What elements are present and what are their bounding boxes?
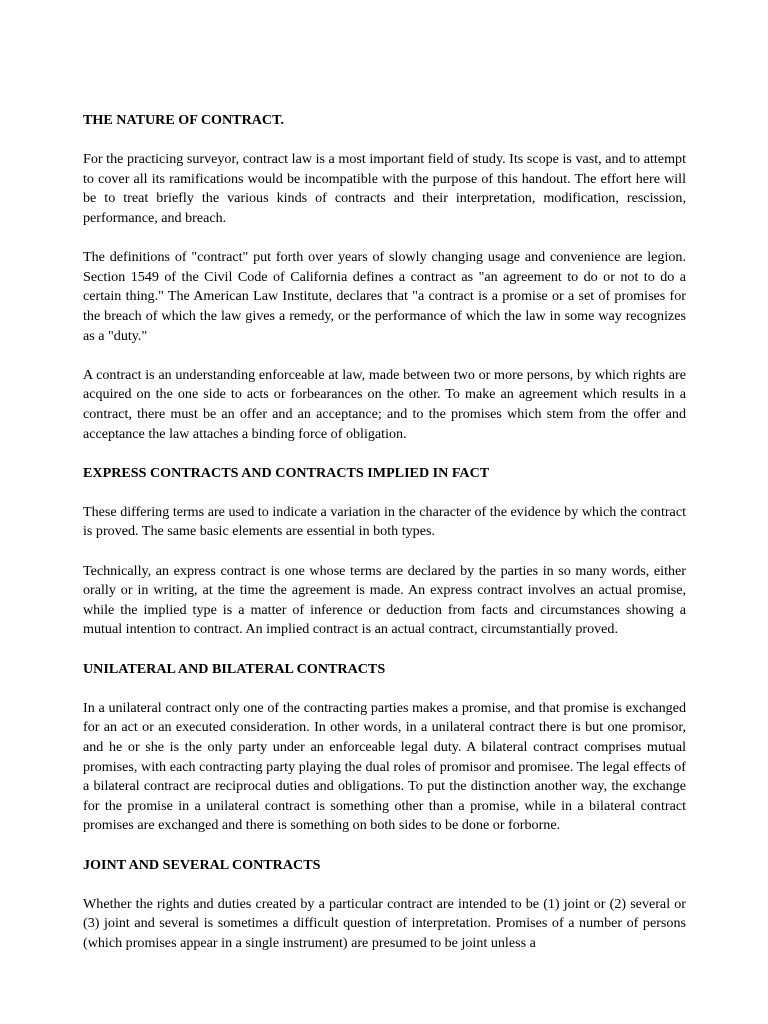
- section-heading-nature-of-contract: THE NATURE OF CONTRACT.: [83, 112, 284, 128]
- section-heading-unilateral-bilateral: UNILATERAL AND BILATERAL CONTRACTS: [83, 660, 386, 677]
- section-heading-joint-several: JOINT AND SEVERAL CONTRACTS: [83, 856, 321, 873]
- paragraph: The definitions of "contract" put forth over years of slowly changing usage and convenience are legion. Section 1549 of the Civil Code of California defines a contract as "an agreement to do or not to do a certain thing." The American Law Institute, declares that "a contract is a promise or a set of promises for the breach of which the law gives a remedy, or the performance of which the law in some way recognizes as a "duty.": [83, 249, 686, 344]
- paragraph: Technically, an express contract is one whose terms are declared by the parties in so many words, either orally or in writing, at the time the agreement is made. An express contract involves an actual promise, while the implied type is a matter of inference or deduction from facts and circumstances showing a mutual intention to contract. An implied contract is an actual contract, circumstantially proved.: [83, 562, 686, 638]
- paragraph: These differing terms are used to indicate a variation in the character of the evidence by which the contract is proved. The same basic elements are essential in both types.: [83, 503, 686, 540]
- paragraph: For the practicing surveyor, contract law is a most important field of study. Its scope is vast, and to attempt to cover all its ramifications would be incompatible with the purpose of this handout. The effort here will be to treat briefly the various kinds of contracts and their interpretation, modification, rescission, performance, and breach.: [83, 151, 686, 226]
- paragraph: A contract is an understanding enforceable at law, made between two or more persons, by which rights are acquired on the one side to acts or forbearances on the other. To make an agreement which results in a contract, there must be an offer and an acceptance; and to the promises which stem from the offer and acceptance the law attaches a binding force of obligation.: [83, 366, 686, 442]
- document-page: [83, 111, 686, 973]
- paragraph: Whether the rights and duties created by a particular contract are intended to be (1) joint or (2) several or (3) joint and several is sometimes a difficult question of interpretation. Promises of a number of persons (which promises appear in a single instrument) are presumed to be joint unless a: [83, 895, 686, 951]
- paragraph: In a unilateral contract only one of the contracting parties makes a promise, and that promise is exchanged for an act or an executed consideration. In other words, in a unilateral contract there is but one promisor, and he or she is the only party under an enforceable legal duty. A bilateral contract comprises mutual promises, with each contracting party playing the dual roles of promisor and promisee. The legal effects of a bilateral contract are reciprocal duties and obligations. To put the distinction another way, the exchange for the promise in a unilateral contract is something other than a promise, while in a bilateral contract promises are exchanged and there is something on both sides to be done or forborne.: [83, 699, 686, 834]
- section-heading-express-implied: EXPRESS CONTRACTS AND CONTRACTS IMPLIED IN FACT: [83, 464, 490, 481]
